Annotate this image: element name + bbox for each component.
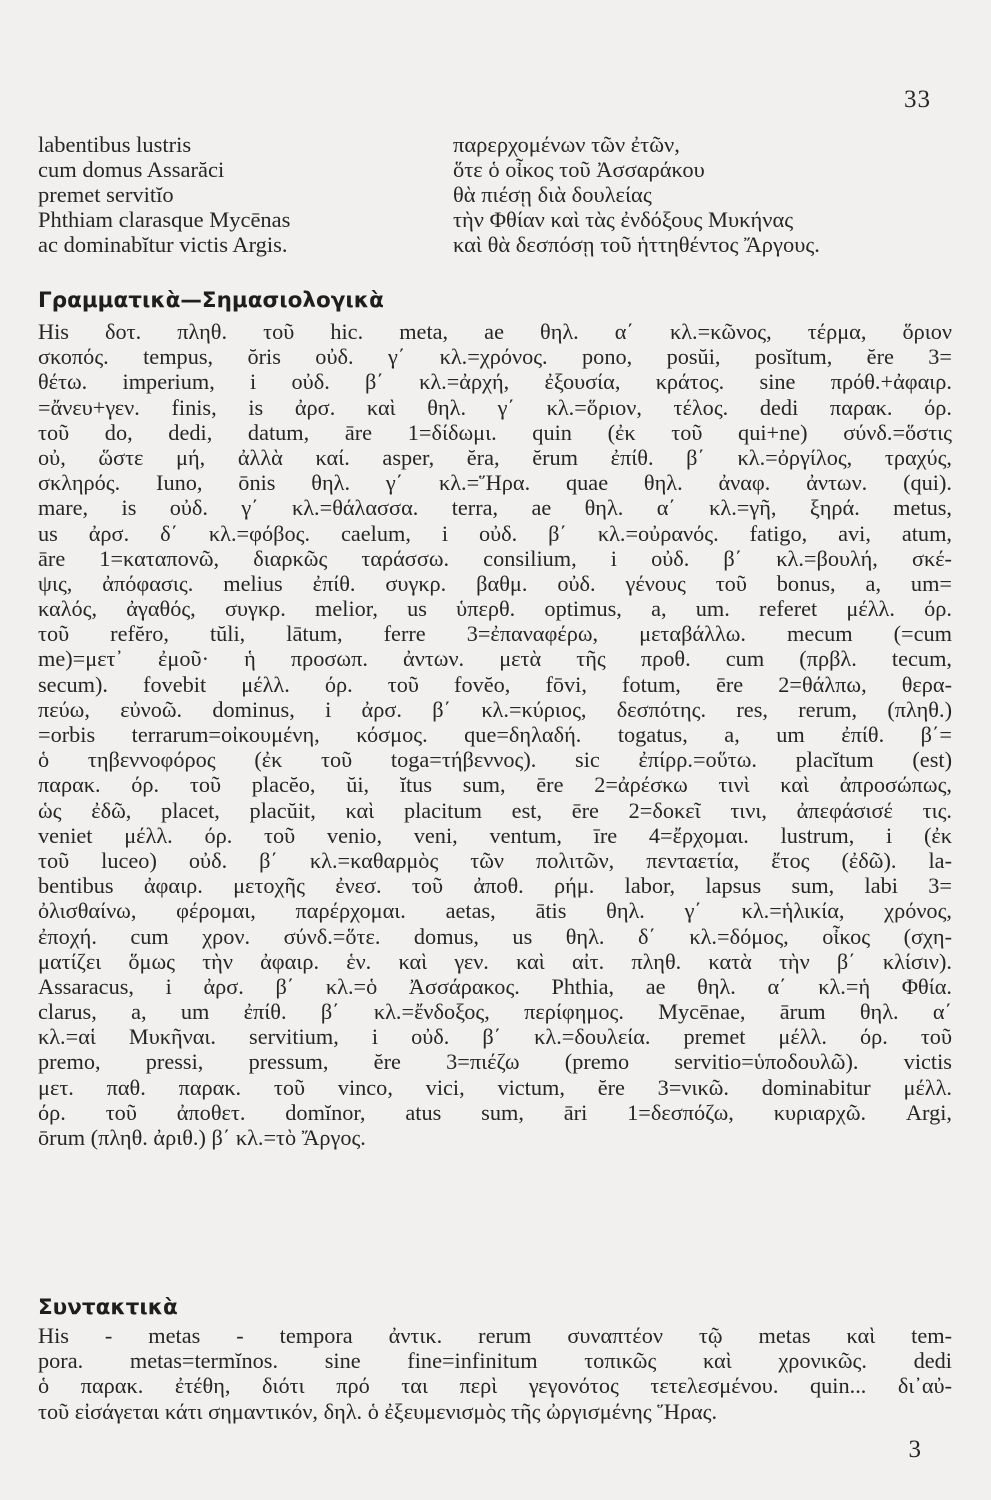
text-line: secum). fovebit μέλλ. όρ. τοῦ fovĕo, fōvi, fotum, ēre 2=θάλπω, θερα-: [38, 671, 952, 697]
text-line: pora. metas=termĭnos. sine fine=infinitum τοπικῶς καὶ χρονικῶς. dedi: [38, 1348, 952, 1374]
text-line: ἐποχή. cum χρον. σύνδ.=ὅτε. domus, us θηλ. δ΄ κλ.=δόμος, οἶκος (σχη-: [38, 923, 952, 949]
text-line: ματίζει ὅμως τὴν ἀφαιρ. ἑν. καὶ γεν. καὶ αἰτ. πληθ. κατὰ τὴν β΄ κλίσιν).: [38, 948, 952, 974]
page-number: 33: [904, 86, 931, 113]
text-line: me)=μετ᾽ ἐμοῦ· ἡ προσωπ. ἀντων. μετὰ τῆς προθ. cum (πρβλ. tecum,: [38, 646, 952, 672]
verse-row: [38, 182, 948, 207]
text-line: clarus, a, um ἐπίθ. β΄ κλ.=ἔνδοξος, περίφημος. Mycēnae, ārum θηλ. α΄: [38, 999, 952, 1025]
latin-line: Phthiam clarasque Mycēnas: [38, 207, 291, 232]
verse-row: [38, 132, 948, 157]
text-line: premo, pressi, pressum, ĕre 3=πιέζω (premo servitio=ὑποδουλῶ). victis: [38, 1049, 952, 1075]
text-line: τοῦ refĕro, tŭli, lātum, ferre 3=ἐπαναφέρω, μεταβάλλω. mecum (=cum: [38, 621, 952, 647]
text-line: āre 1=καταπονῶ, διαρκῶς ταράσσω. consilium, i οὐδ. β΄ κλ.=βουλή, σκέ-: [38, 545, 952, 571]
text-line: μετ. παθ. παρακ. τοῦ vinco, vici, victum, ĕre 3=νικῶ. dominabitur μέλλ.: [38, 1074, 952, 1100]
syntax-heading: Συντακτικὰ: [38, 1295, 178, 1320]
text-line: His δοτ. πληθ. τοῦ hic. meta, ae θηλ. α΄ κλ.=κῶνος, τέρμα, ὅριον: [38, 319, 952, 344]
syntax-text: [38, 1323, 952, 1424]
greek-translation-line: θὰ πιέσῃ διὰ δουλείας: [453, 182, 652, 207]
text-line: ψις, ἀπόφασις. melius ἐπίθ. συγκρ. βαθμ. οὐδ. γένους τοῦ bonus, a, um=: [38, 570, 952, 596]
grammar-semantics-heading: Γραμματικὰ—Σημασιολογικὰ: [38, 288, 384, 313]
text-line: τοῦ εἰσάγεται κάτι σημαντικόν, δηλ. ὁ ἐξευμενισμὸς τῆς ὠργισμένης Ἥρας.: [38, 1398, 718, 1424]
signature-mark: 3: [908, 1436, 921, 1463]
text-line: =ἄνευ+γεν. finis, is ἀρσ. καὶ θηλ. γ΄ κλ.=ὅριον, τέλος. dedi παρακ. όρ.: [38, 394, 952, 420]
verse-row: [38, 232, 948, 257]
text-line: His - metas - tempora ἀντικ. rerum συναπτέον τῷ metas καὶ tem-: [38, 1323, 952, 1348]
text-line: us ἀρσ. δ΄ κλ.=φόβος. caelum, i οὐδ. β΄ κλ.=οὐρανός. fatigo, avi, atum,: [38, 520, 952, 546]
greek-translation-line: καὶ θὰ δεσπόσῃ τοῦ ἡττηθέντος Ἄργους.: [453, 232, 820, 257]
text-line: οὐ, ὥστε μή, ἀλλὰ καί. asper, ĕra, ĕrum ἐπίθ. β΄ κλ.=ὀργίλος, τραχύς,: [38, 444, 952, 470]
verse-translation-block: [38, 132, 948, 257]
text-line: τοῦ luceo) οὐδ. β΄ κλ.=καθαρμὸς τῶν πολιτῶν, πενταετία, ἔτος (ἐδῶ). la-: [38, 847, 952, 873]
text-line: σκοπός. tempus, ŏris οὐδ. γ΄ κλ.=χρόνος. pono, posŭi, posĭtum, ĕre 3=: [38, 344, 952, 370]
greek-translation-line: τὴν Φθίαν καὶ τὰς ἐνδόξους Μυκήνας: [453, 207, 794, 232]
text-line: θέτω. imperium, i οὐδ. β΄ κλ.=ἀρχή, ἐξουσία, κράτος. sine πρόθ.+ἀφαιρ.: [38, 369, 952, 395]
text-line: ὡς ἐδῶ, placet, placŭit, καὶ placitum est, ēre 2=δοκεῖ τινι, ἀπεφάσισέ τις.: [38, 797, 952, 823]
text-line: πεύω, εὐνοῶ. dominus, i ἀρσ. β΄ κλ.=κύριος, δεσπότης. res, rerum, (πληθ.): [38, 696, 952, 722]
text-line: =orbis terrarum=οἰκουμένη, κόσμος. que=δηλαδή. togatus, a, um ἐπίθ. β΄=: [38, 722, 952, 747]
latin-line: cum domus Assarăci: [38, 157, 225, 182]
latin-line: labentibus lustris: [38, 132, 192, 157]
text-line: mare, is οὐδ. γ΄ κλ.=θάλασσα. terra, ae θηλ. α΄ κλ.=γῆ, ξηρά. metus,: [38, 495, 952, 521]
text-line: Assaracus, i ἀρσ. β΄ κλ.=ὁ Ἀσσάρακος. Phthia, ae θηλ. α΄ κλ.=ἡ Φθία.: [38, 973, 952, 999]
text-line: παρακ. όρ. τοῦ placĕo, ŭi, ĭtus sum, ēre 2=ἀρέσκω τινὶ καὶ ἀπροσώπως,: [38, 772, 952, 798]
text-line: σκληρός. Iuno, ōnis θηλ. γ΄ κλ.=Ἥρα. quae θηλ. ἀναφ. ἀντων. (qui).: [38, 470, 952, 496]
greek-translation-line: ὅτε ὁ οἶκος τοῦ Ἀσσαράκου: [453, 157, 705, 182]
text-line: bentibus ἀφαιρ. μετοχῆς ἐνεσ. τοῦ ἀποθ. ρήμ. labor, lapsus sum, labi 3=: [38, 873, 952, 899]
greek-translation-line: παρερχομένων τῶν ἐτῶν,: [453, 132, 680, 157]
grammar-semantics-text: [38, 319, 952, 1150]
text-line: ὁ παρακ. ἐτέθη, διότι πρό ται περὶ γεγονότος τετελεσμένου. quin... δι᾽αὐ-: [38, 1373, 952, 1399]
text-line: veniet μέλλ. όρ. τοῦ venio, veni, ventum, īre 4=ἔρχομαι. lustrum, i (ἐκ: [38, 822, 952, 848]
verse-row: [38, 207, 948, 232]
text-line: κλ.=αἱ Μυκῆναι. servitium, i οὐδ. β΄ κλ.=δουλεία. premet μέλλ. όρ. τοῦ: [38, 1024, 952, 1050]
latin-line: premet servitĭo: [38, 182, 174, 207]
text-line: τοῦ do, dedi, datum, āre 1=δίδωμι. quin (ἐκ τοῦ qui+ne) σύνδ.=ὅστις: [38, 419, 952, 445]
text-line: ὁ τηβεννοφόρος (ἐκ τοῦ toga=τήβεννος). sic ἐπίρρ.=οὕτω. placĭtum (est): [38, 747, 952, 773]
text-line: καλός, ἀγαθός, συγκρ. melior, us ὑπερθ. optimus, a, um. referet μέλλ. όρ.: [38, 596, 952, 622]
text-line: ὀλισθαίνω, φέρομαι, παρέρχομαι. aetas, ātis θηλ. γ΄ κλ.=ἡλικία, χρόνος,: [38, 898, 952, 924]
latin-line: ac dominabĭtur victis Argis.: [38, 232, 288, 257]
verse-row: [38, 157, 948, 182]
text-line: όρ. τοῦ ἀποθετ. domĭnor, atus sum, āri 1=δεσπόζω, κυριαρχῶ. Argi,: [38, 1099, 952, 1125]
text-line: ōrum (πληθ. ἀριθ.) β΄ κλ.=τὸ Ἄργος.: [38, 1125, 366, 1150]
